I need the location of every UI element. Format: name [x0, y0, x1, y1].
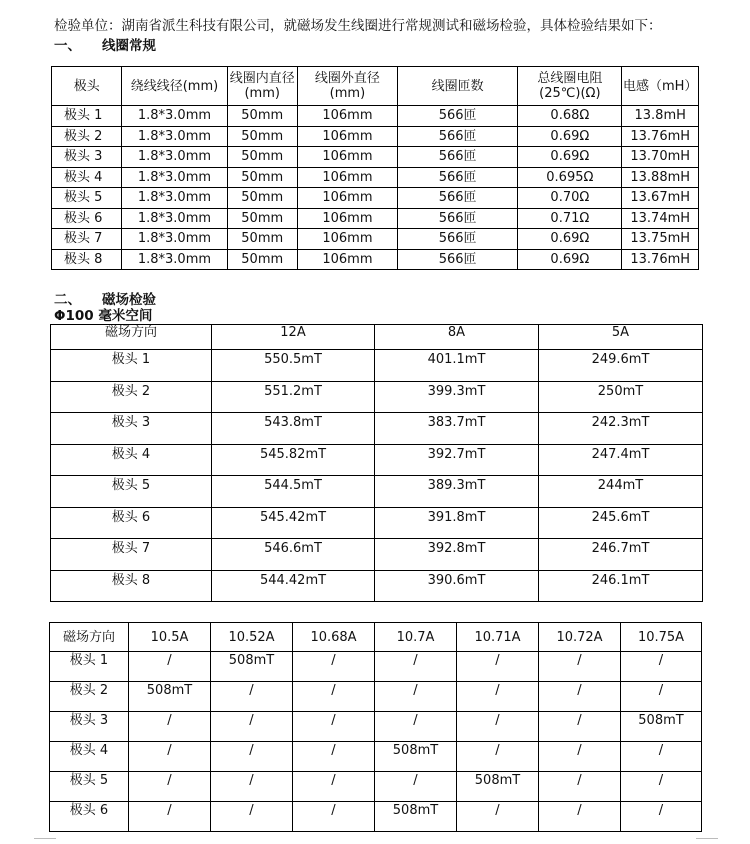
value-cell: /: [375, 772, 457, 802]
table-row: [52, 147, 699, 168]
value-cell: /: [129, 742, 211, 772]
field-strength-header-row: [51, 325, 703, 350]
value-cell: /: [293, 652, 375, 682]
value-cell: /: [129, 772, 211, 802]
row-label-cell: 极头 1: [50, 652, 129, 682]
table-row: [52, 249, 699, 270]
value-cell: 106mm: [297, 208, 397, 229]
value-cell: /: [539, 802, 621, 832]
table1-header-cell: 总线圈电阻(25℃)(Ω): [518, 67, 622, 106]
value-cell: 399.3mT: [375, 381, 539, 413]
value-cell: 106mm: [297, 167, 397, 188]
row-label-cell: 极头 6: [51, 507, 212, 539]
field-current-table: [49, 622, 702, 832]
table-row: [51, 350, 703, 382]
value-cell: 508mT: [375, 742, 457, 772]
value-cell: /: [211, 772, 293, 802]
value-cell: 392.8mT: [375, 539, 539, 571]
value-cell: 13.76mH: [622, 126, 699, 147]
value-cell: 13.74mH: [622, 208, 699, 229]
value-cell: 106mm: [297, 188, 397, 209]
row-label-cell: 极头 8: [52, 249, 122, 270]
row-label-cell: 极头 2: [50, 682, 129, 712]
table2-header-cell: 磁场方向: [51, 325, 212, 350]
coil-spec-body: [52, 106, 699, 270]
value-cell: /: [457, 682, 539, 712]
table1-header-cell: 线圈匝数: [397, 67, 517, 106]
value-cell: 249.6mT: [539, 350, 703, 382]
value-cell: 550.5mT: [212, 350, 375, 382]
value-cell: 242.3mT: [539, 413, 703, 445]
value-cell: 13.75mH: [622, 229, 699, 250]
value-cell: 246.1mT: [539, 570, 703, 602]
row-label-cell: 极头 6: [50, 802, 129, 832]
value-cell: 566匝: [397, 126, 517, 147]
row-label-cell: 极头 6: [52, 208, 122, 229]
value-cell: 544.5mT: [212, 476, 375, 508]
value-cell: /: [129, 652, 211, 682]
section-1-number: 一、: [54, 38, 81, 54]
value-cell: /: [539, 652, 621, 682]
row-label-cell: 极头 3: [50, 712, 129, 742]
value-cell: /: [457, 712, 539, 742]
field-current-header-row: [50, 623, 702, 652]
value-cell: /: [375, 652, 457, 682]
value-cell: 1.8*3.0mm: [122, 167, 227, 188]
value-cell: 566匝: [397, 147, 517, 168]
value-cell: 106mm: [297, 229, 397, 250]
value-cell: /: [211, 742, 293, 772]
field-strength-body: [51, 350, 703, 602]
table-row: [50, 742, 702, 772]
section-1-heading: [54, 34, 156, 54]
row-label-cell: 极头 2: [52, 126, 122, 147]
value-cell: 566匝: [397, 106, 517, 127]
table1-header-cell: 绕线线径(mm): [122, 67, 227, 106]
value-cell: 50mm: [227, 167, 297, 188]
value-cell: 1.8*3.0mm: [122, 106, 227, 127]
value-cell: 0.68Ω: [518, 106, 622, 127]
section-2-title: 磁场检验: [102, 292, 156, 308]
table3-header-cell: 磁场方向: [50, 623, 129, 652]
value-cell: /: [457, 742, 539, 772]
table-row: [52, 188, 699, 209]
value-cell: /: [621, 772, 702, 802]
value-cell: /: [211, 682, 293, 712]
value-cell: 50mm: [227, 249, 297, 270]
value-cell: 0.70Ω: [518, 188, 622, 209]
row-label-cell: 极头 4: [52, 167, 122, 188]
table-row: [50, 802, 702, 832]
table1-header-cell: 线圈外直径(mm): [297, 67, 397, 106]
value-cell: 0.695Ω: [518, 167, 622, 188]
table-row: [52, 167, 699, 188]
value-cell: /: [211, 802, 293, 832]
value-cell: 13.88mH: [622, 167, 699, 188]
table-row: [50, 712, 702, 742]
value-cell: /: [539, 772, 621, 802]
value-cell: 566匝: [397, 249, 517, 270]
value-cell: 0.69Ω: [518, 229, 622, 250]
value-cell: /: [293, 772, 375, 802]
value-cell: /: [457, 802, 539, 832]
value-cell: 246.7mT: [539, 539, 703, 571]
value-cell: 392.7mT: [375, 444, 539, 476]
value-cell: 250mT: [539, 381, 703, 413]
value-cell: /: [375, 682, 457, 712]
value-cell: 545.42mT: [212, 507, 375, 539]
value-cell: /: [129, 712, 211, 742]
table3-header-cell: 10.68A: [293, 623, 375, 652]
table-row: [50, 772, 702, 802]
value-cell: /: [293, 712, 375, 742]
table-row: [51, 413, 703, 445]
row-label-cell: 极头 5: [50, 772, 129, 802]
row-label-cell: 极头 5: [51, 476, 212, 508]
value-cell: /: [211, 712, 293, 742]
value-cell: /: [621, 742, 702, 772]
value-cell: 383.7mT: [375, 413, 539, 445]
table-row: [51, 381, 703, 413]
coil-spec-table: [51, 66, 699, 270]
value-cell: 0.69Ω: [518, 249, 622, 270]
table1-header-cell: 线圈内直径(mm): [227, 67, 297, 106]
value-cell: 13.70mH: [622, 147, 699, 168]
table-row: [51, 476, 703, 508]
value-cell: 389.3mT: [375, 476, 539, 508]
value-cell: 566匝: [397, 208, 517, 229]
field-strength-table: [50, 324, 703, 602]
section-1-title: 线圈常规: [102, 38, 156, 54]
field-current-body: [50, 652, 702, 832]
row-label-cell: 极头 4: [50, 742, 129, 772]
value-cell: /: [539, 712, 621, 742]
table3-header-cell: 10.71A: [457, 623, 539, 652]
row-label-cell: 极头 4: [51, 444, 212, 476]
value-cell: 50mm: [227, 188, 297, 209]
value-cell: 0.71Ω: [518, 208, 622, 229]
value-cell: /: [293, 682, 375, 712]
value-cell: 544.42mT: [212, 570, 375, 602]
value-cell: 1.8*3.0mm: [122, 188, 227, 209]
table1-header-cell: 极头: [52, 67, 122, 106]
value-cell: 1.8*3.0mm: [122, 229, 227, 250]
value-cell: 545.82mT: [212, 444, 375, 476]
row-label-cell: 极头 8: [51, 570, 212, 602]
value-cell: 1.8*3.0mm: [122, 147, 227, 168]
value-cell: /: [539, 742, 621, 772]
row-label-cell: 极头 2: [51, 381, 212, 413]
value-cell: 566匝: [397, 188, 517, 209]
table-row: [51, 539, 703, 571]
table-row: [51, 507, 703, 539]
table-row: [51, 570, 703, 602]
value-cell: 0.69Ω: [518, 126, 622, 147]
value-cell: 50mm: [227, 208, 297, 229]
row-label-cell: 极头 1: [51, 350, 212, 382]
value-cell: 106mm: [297, 106, 397, 127]
row-label-cell: 极头 3: [52, 147, 122, 168]
value-cell: 106mm: [297, 249, 397, 270]
value-cell: 401.1mT: [375, 350, 539, 382]
value-cell: /: [293, 742, 375, 772]
value-cell: 13.76mH: [622, 249, 699, 270]
value-cell: 50mm: [227, 147, 297, 168]
value-cell: 543.8mT: [212, 413, 375, 445]
table2-header-cell: 12A: [212, 325, 375, 350]
value-cell: /: [293, 802, 375, 832]
value-cell: 1.8*3.0mm: [122, 208, 227, 229]
table3-header-cell: 10.7A: [375, 623, 457, 652]
table3-header-cell: 10.5A: [129, 623, 211, 652]
row-label-cell: 极头 5: [52, 188, 122, 209]
value-cell: 551.2mT: [212, 381, 375, 413]
value-cell: 508mT: [457, 772, 539, 802]
value-cell: /: [621, 682, 702, 712]
table3-header-cell: 10.72A: [539, 623, 621, 652]
value-cell: 508mT: [375, 802, 457, 832]
coil-spec-header-row: [52, 67, 699, 106]
table-row: [52, 208, 699, 229]
value-cell: 50mm: [227, 229, 297, 250]
row-label-cell: 极头 1: [52, 106, 122, 127]
table3-header-cell: 10.75A: [621, 623, 702, 652]
value-cell: /: [539, 682, 621, 712]
table1-header-cell: 电感（mH）: [622, 67, 699, 106]
value-cell: 508mT: [211, 652, 293, 682]
value-cell: 247.4mT: [539, 444, 703, 476]
value-cell: 13.67mH: [622, 188, 699, 209]
value-cell: 0.69Ω: [518, 147, 622, 168]
page-corner-mark-left: [34, 838, 56, 839]
table-row: [52, 106, 699, 127]
value-cell: 566匝: [397, 229, 517, 250]
value-cell: /: [457, 652, 539, 682]
intro-text: 检验单位：湖南省派生科技有限公司，就磁场发生线圈进行常规测试和磁场检验，具体检验结果如下：: [54, 18, 662, 34]
value-cell: 106mm: [297, 126, 397, 147]
value-cell: 508mT: [129, 682, 211, 712]
table2-header-cell: 5A: [539, 325, 703, 350]
section-2-number: 二、: [54, 292, 81, 308]
value-cell: 244mT: [539, 476, 703, 508]
row-label-cell: 极头 3: [51, 413, 212, 445]
value-cell: 390.6mT: [375, 570, 539, 602]
value-cell: 1.8*3.0mm: [122, 126, 227, 147]
table-row: [51, 444, 703, 476]
value-cell: 391.8mT: [375, 507, 539, 539]
value-cell: 106mm: [297, 147, 397, 168]
table-row: [52, 229, 699, 250]
page-corner-mark-right: [696, 838, 718, 839]
value-cell: /: [621, 652, 702, 682]
value-cell: 508mT: [621, 712, 702, 742]
space-subtitle: Φ100 毫米空间: [54, 308, 153, 324]
table-row: [52, 126, 699, 147]
value-cell: 245.6mT: [539, 507, 703, 539]
value-cell: 1.8*3.0mm: [122, 249, 227, 270]
value-cell: 566匝: [397, 167, 517, 188]
table3-header-cell: 10.52A: [211, 623, 293, 652]
row-label-cell: 极头 7: [51, 539, 212, 571]
table2-header-cell: 8A: [375, 325, 539, 350]
value-cell: /: [621, 802, 702, 832]
value-cell: /: [129, 802, 211, 832]
value-cell: 13.8mH: [622, 106, 699, 127]
value-cell: 50mm: [227, 106, 297, 127]
row-label-cell: 极头 7: [52, 229, 122, 250]
value-cell: 546.6mT: [212, 539, 375, 571]
table-row: [50, 652, 702, 682]
value-cell: /: [375, 712, 457, 742]
value-cell: 50mm: [227, 126, 297, 147]
table-row: [50, 682, 702, 712]
